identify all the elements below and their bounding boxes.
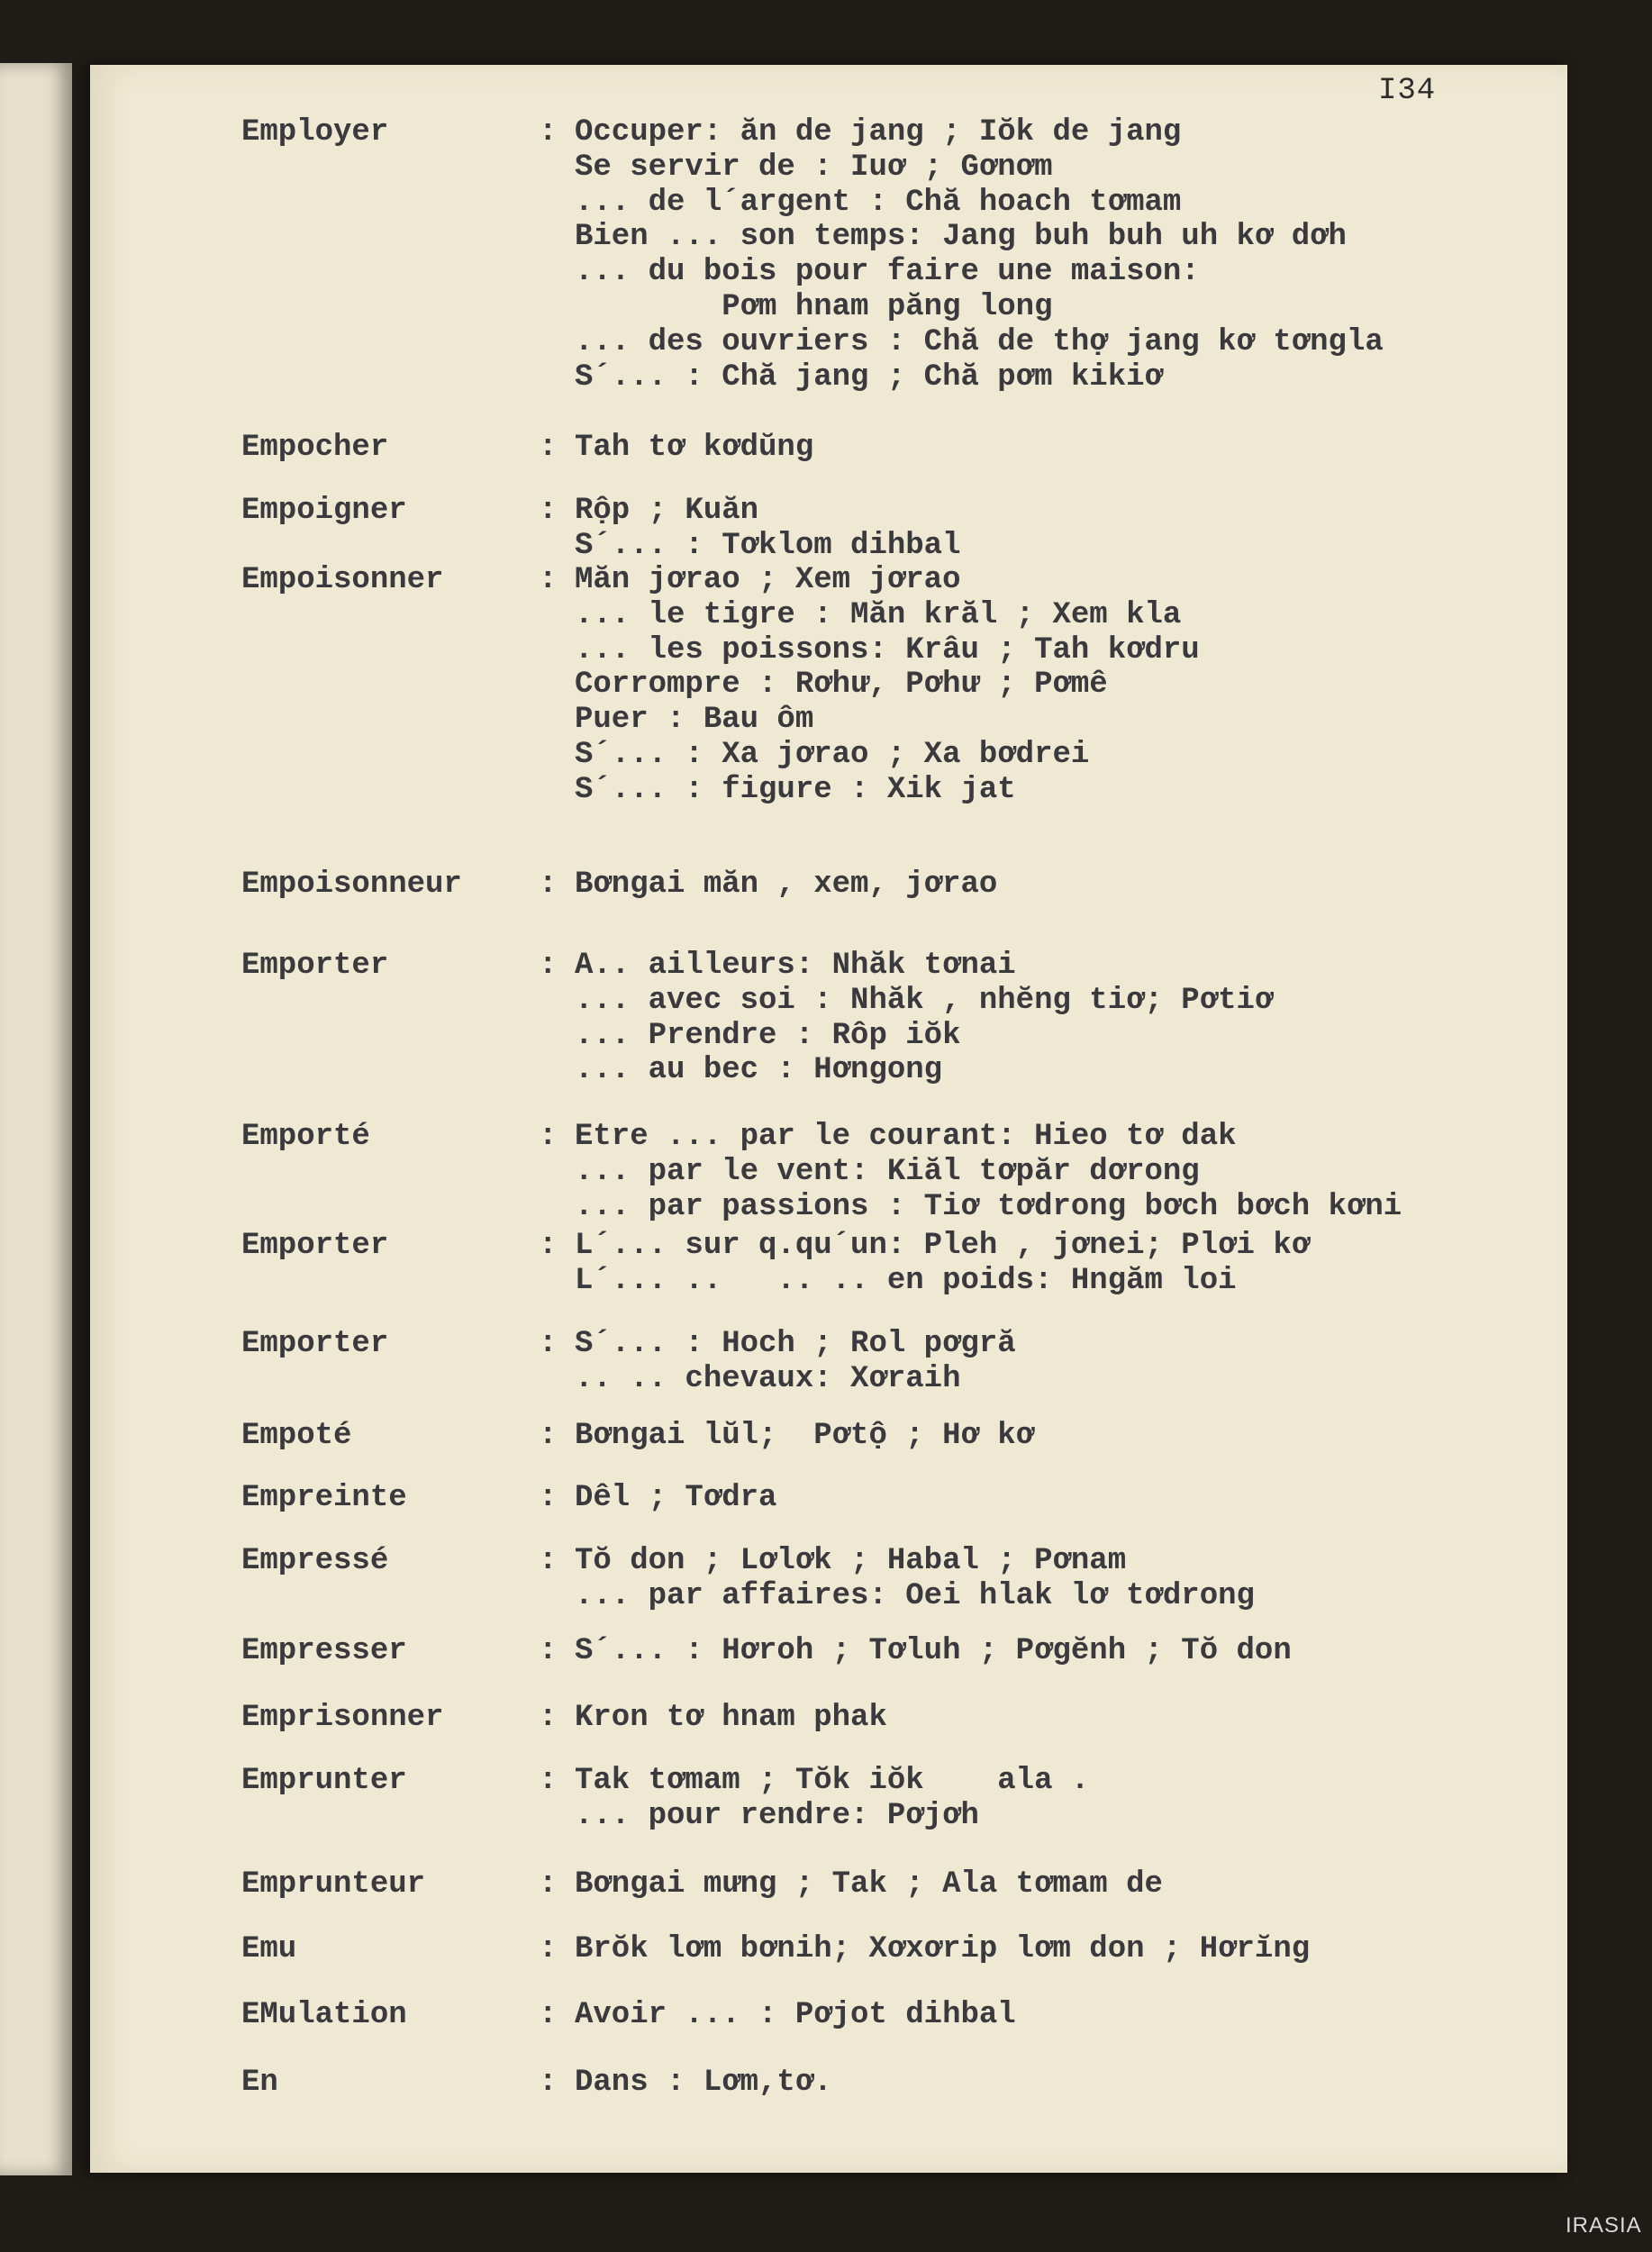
entry-colon: : (539, 1998, 558, 2032)
definition-line: S´... : Tơklom dihbal (575, 528, 961, 563)
entry-definitions (575, 1998, 1016, 2033)
definition-line: .. .. chevaux: Xơraih (575, 1361, 961, 1396)
dictionary-entry (241, 1481, 776, 1516)
definition-line: ... les poissons: Krâu ; Tah kơdru (575, 632, 1200, 667)
previous-page-edge (0, 63, 72, 2175)
entry-definitions (575, 2066, 832, 2101)
dictionary-entry (241, 1327, 1016, 1397)
entry-headword: Empresser (241, 1634, 407, 1668)
entry-headword: En (241, 2066, 278, 2100)
dictionary-entry (241, 2066, 832, 2101)
dictionary-entry (241, 1701, 887, 1736)
definition-line: S´... : Hoch ; Rol pơgră (575, 1327, 1016, 1361)
definition-line: Puer : Bau ôm (575, 703, 814, 738)
entry-definitions (575, 1701, 887, 1736)
definition-line: Corrompre : Rơhư, Pơhư ; Pơmê (575, 667, 1108, 703)
definition-line: S´... : figure : Xik jat (575, 772, 1016, 807)
definition-line: Dêl ; Tơdra (575, 1481, 777, 1515)
dictionary-entry (241, 494, 960, 564)
definition-line: Occuper: ăn de jang ; Iŏk de jang (575, 115, 1182, 150)
definition-line: Avoir ... : Pơjot dihbal (575, 1998, 1016, 2032)
definition-line: Bơngai lŭl; Pơtộ ; Hơ kơ (575, 1419, 1035, 1453)
definition-line: Pơm hnam păng long (575, 289, 1053, 324)
definition-line: Rộp ; Kuăn (575, 494, 759, 528)
dictionary-entry (241, 949, 1273, 1088)
entry-definitions (575, 115, 1384, 395)
dictionary-entry (241, 115, 1384, 395)
definition-line: ... le tigre : Măn krăl ; Xem kla (575, 597, 1182, 632)
definition-line: Kron tơ hnam phak (575, 1701, 887, 1735)
dictionary-entry (241, 563, 1200, 808)
entry-headword: Emprisonner (241, 1701, 444, 1735)
entry-headword: Emporté (241, 1120, 370, 1154)
dictionary-entry (241, 1998, 1016, 2033)
entry-definitions (575, 563, 1200, 808)
entry-definitions (575, 1327, 1016, 1397)
entry-definitions (575, 867, 997, 903)
entry-definitions (575, 1634, 1292, 1669)
definition-line: S´... : Chă jang ; Chă pơm kikiơ (575, 359, 1163, 395)
entry-definitions (575, 1932, 1310, 1967)
dictionary-entry (241, 1229, 1310, 1299)
entry-colon: : (539, 563, 558, 597)
definition-line: Se servir de : Iuơ ; Gơnơm (575, 150, 1053, 185)
definition-line: ... par affaires: Oei hlak lơ tơdrong (575, 1578, 1255, 1613)
entry-headword: Emu (241, 1932, 297, 1966)
entry-headword: Emprunteur (241, 1867, 426, 1902)
entry-headword: Employer (241, 115, 389, 150)
definition-line: ... pour rendre: Pơjơh (575, 1798, 979, 1833)
entry-colon: : (539, 1481, 558, 1515)
entry-colon: : (539, 1120, 558, 1154)
definition-line: Brŏk lơm bơnih; Xơxơrip lơm don ; Hơrĭng (575, 1932, 1311, 1966)
definition-line: ... par le vent: Kiăl tơpăr dơrong (575, 1154, 1200, 1189)
definition-line: Tŏ don ; Lơlơk ; Habal ; Pơnam (575, 1544, 1127, 1578)
entry-headword: Emporter (241, 1327, 389, 1361)
dictionary-entry (241, 867, 997, 903)
entry-headword: Empoisonneur (241, 867, 462, 902)
entry-colon: : (539, 115, 558, 150)
definition-line: L´... .. .. .. en poids: Hngăm loi (575, 1263, 1237, 1298)
definition-line: Tak tơmam ; Tŏk iŏk ala . (575, 1764, 1090, 1798)
definition-line: ... de l´argent : Chă hoach tơmam (575, 185, 1182, 220)
definition-line: ... avec soi : Nhăk , nhĕng tiơ; Pơtiơ (575, 983, 1274, 1018)
entry-definitions (575, 1867, 1163, 1902)
entry-colon: : (539, 1764, 558, 1798)
entry-definitions (575, 1120, 1402, 1224)
entry-definitions (575, 1419, 1034, 1454)
dictionary-entry (241, 431, 813, 466)
entry-definitions (575, 494, 960, 564)
definition-line: ... par passions : Tiơ tơdrong bơch bơch kơni (575, 1189, 1402, 1224)
entry-headword: Empocher (241, 431, 389, 465)
definition-line: Bơngai mưng ; Tak ; Ala tơmam de (575, 1867, 1163, 1902)
definition-line: S´... : Hơroh ; Tơluh ; Pơgĕnh ; Tŏ don (575, 1634, 1292, 1668)
dictionary-entry (241, 1634, 1292, 1669)
definition-line: ... des ouvriers : Chă de thợ jang kơ tơngla (575, 324, 1384, 359)
watermark: IRASIA (1566, 2213, 1642, 2238)
entry-headword: EMulation (241, 1998, 407, 2032)
entry-headword: Empressé (241, 1544, 389, 1578)
definition-line: Măn jơrao ; Xem jơrao (575, 563, 961, 597)
entry-colon: : (539, 1229, 558, 1263)
page-number: I34 (1378, 74, 1437, 108)
definition-line: Etre ... par le courant: Hieo tơ dak (575, 1120, 1237, 1154)
entry-colon: : (539, 1867, 558, 1902)
definition-line: Tah tơ kơdŭng (575, 431, 814, 465)
entry-definitions (575, 949, 1273, 1088)
dictionary-entry (241, 1764, 1089, 1834)
entry-colon: : (539, 494, 558, 528)
definition-line: L´... sur q.qu´un: Pleh , jơnei; Plơi kơ (575, 1229, 1311, 1263)
entry-definitions (575, 1544, 1255, 1614)
definition-line: ... du bois pour faire une maison: (575, 255, 1200, 290)
entry-headword: Empoté (241, 1419, 352, 1453)
entry-colon: : (539, 867, 558, 902)
entry-colon: : (539, 1327, 558, 1361)
entry-headword: Emprunter (241, 1764, 407, 1798)
entry-headword: Empoigner (241, 494, 407, 528)
entry-headword: Empoisonner (241, 563, 444, 597)
entry-colon: : (539, 431, 558, 465)
definition-line: A.. ailleurs: Nhăk tơnai (575, 949, 1016, 983)
entry-colon: : (539, 1932, 558, 1966)
entry-definitions (575, 431, 813, 466)
entry-definitions (575, 1481, 776, 1516)
definition-line: Dans : Lơm,tơ. (575, 2066, 832, 2100)
definition-line: Bien ... son temps: Jang buh buh uh kơ dơh (575, 220, 1347, 255)
entry-colon: : (539, 1701, 558, 1735)
entry-colon: : (539, 1544, 558, 1578)
entry-headword: Emporter (241, 1229, 389, 1263)
definition-line: ... Prendre : Rôp iŏk (575, 1018, 961, 1053)
entry-colon: : (539, 1419, 558, 1453)
entry-definitions (575, 1764, 1089, 1834)
entry-definitions (575, 1229, 1310, 1299)
dictionary-entry (241, 1867, 1163, 1902)
definition-line: ... au bec : Hơngong (575, 1053, 943, 1088)
entry-headword: Empreinte (241, 1481, 407, 1515)
dictionary-entry (241, 1120, 1402, 1224)
entry-colon: : (539, 949, 558, 983)
entry-colon: : (539, 1634, 558, 1668)
entry-headword: Emporter (241, 949, 389, 983)
entry-colon: : (539, 2066, 558, 2100)
dictionary-entry (241, 1419, 1034, 1454)
dictionary-entry (241, 1544, 1255, 1614)
definition-line: Bơngai măn , xem, jơrao (575, 867, 998, 902)
definition-line: S´... : Xa jơrao ; Xa bơdrei (575, 737, 1090, 772)
dictionary-entry (241, 1932, 1310, 1967)
